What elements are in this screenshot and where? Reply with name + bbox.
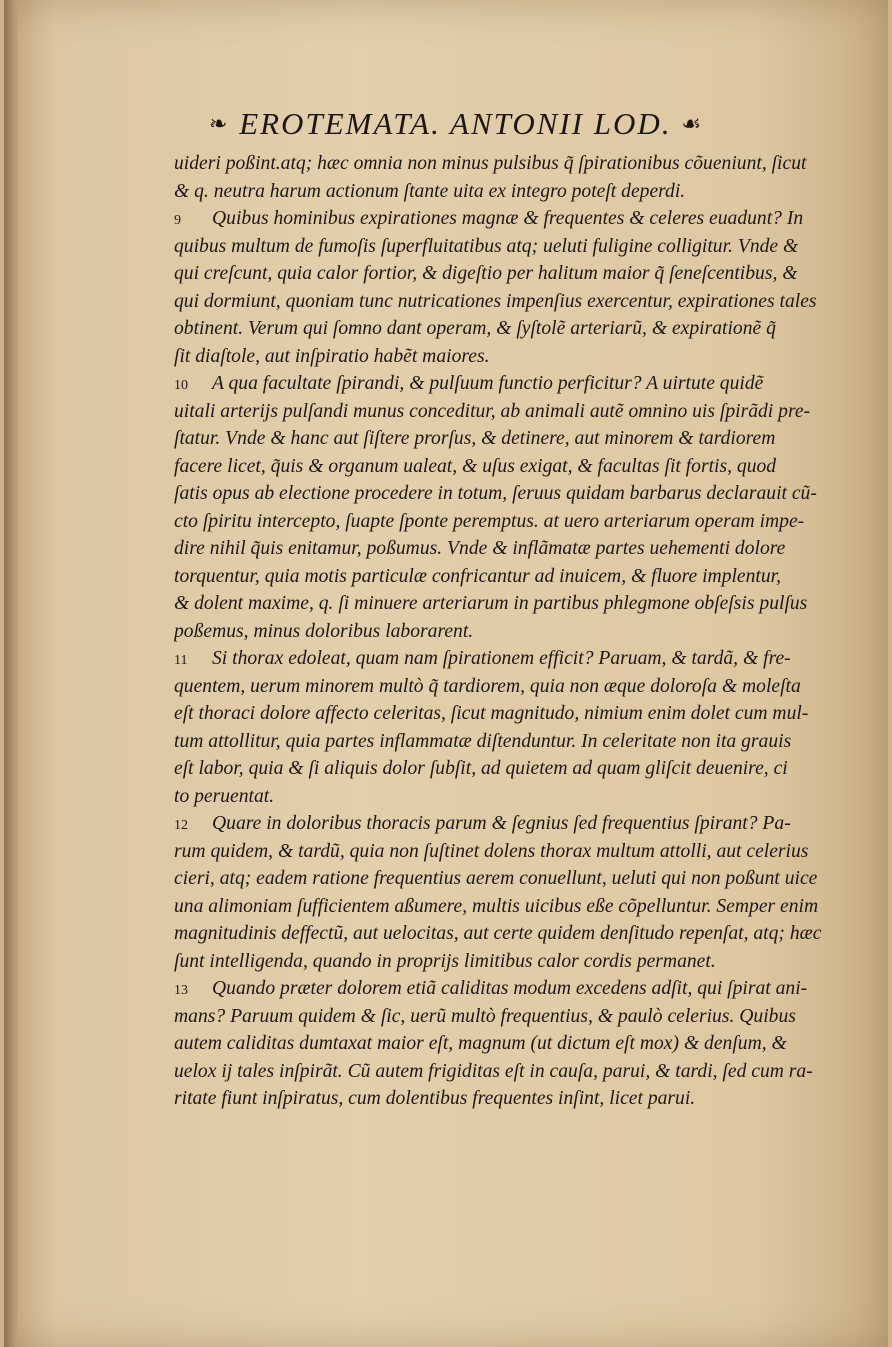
text-line [174,288,854,316]
line-text: ſit diaſtole, aut inſpiratio habẽt maiores. [174,345,490,367]
page-gutter [4,0,18,1347]
question-number: 9 [174,213,181,228]
line-text: to peruentat. [174,785,275,807]
text-line [174,728,854,756]
question-number: 12 [174,818,188,833]
text-line [174,783,854,811]
line-text: uitali arterijs pulſandi munus conceditur, ab animali autẽ omnino uis ſpirãdi pre- [174,400,811,422]
line-text: A qua facultate ſpirandi, & pulſuum functio perficitur? A uirtute quidẽ [212,373,764,394]
line-text: magnitudinis deffectũ, aut uelocitas, aut certe quidem denſitudo repenſat, atq; hæc [174,923,822,944]
question-number: 11 [174,653,188,668]
text-line [174,425,854,453]
text-line [174,893,854,921]
text-line [174,370,854,398]
text-line [174,700,854,728]
line-text: cto ſpiritu intercepto, ſuapte ſponte peremptus. at uero arteriarum operam impe- [174,510,805,532]
line-text: obtinent. Verum qui ſomno dant operam, & ſyſtolẽ arteriarũ, & expirationẽ q̃ [174,318,776,339]
line-text: Quando præter dolorem etiã caliditas modum excedens adſit, qui ſpirat ani- [212,978,808,999]
ornament-right-icon: ☙ [681,111,704,136]
line-text: autem caliditas dumtaxat maior eſt, magnum (ut dictum eſt mox) & denſum, & [174,1033,787,1054]
line-text: ſtatur. Vnde & hanc aut ſiſtere prorſus, & detinere, aut minorem & tardiorem [174,428,776,449]
ornament-left-icon: ❧ [209,111,230,136]
line-text: quibus multum de fumoſis ſuperfluitatibus atq; ueluti fuligine colligitur. Vnde & [174,235,799,257]
text-line [174,233,854,261]
line-text: ſatis opus ab electione procedere in totum, ſeruus quidam barbarus declarauit cũ- [174,483,817,504]
line-text: uelox ij tales inſpirãt. Cũ autem frigiditas eſt in cauſa, parui, & tardi, ſed cum ra- [174,1060,813,1082]
text-line [174,618,854,646]
line-text: Si thorax edoleat, quam nam ſpirationem efficit? Paruam, & tardã, & fre- [212,648,791,669]
line-text: Quare in doloribus thoracis parum & ſegnius ſed frequentius ſpirant? Pa- [212,813,791,834]
text-line [174,975,854,1003]
text-line [174,480,854,508]
text-line [174,150,854,178]
line-text: qui dormiunt, quoniam tunc nutricationes impenſius exercentur, expirationes tales [174,290,817,312]
text-line [174,260,854,288]
question-number: 13 [174,983,188,998]
line-text: facere licet, q̃uis & organum ualeat, & uſus exigat, & facultas ſit fortis, quod [174,455,777,477]
text-line [174,590,854,618]
text-line [174,315,854,343]
text-line [174,343,854,371]
line-text: ſunt intelligenda, quando in proprijs limitibus calor cordis permanet. [174,950,716,972]
text-line [174,508,854,536]
line-text: poßemus, minus doloribus laborarent. [174,620,474,642]
line-text: quentem, uerum minorem multò q̃ tardiorem, quia non æque doloroſa & moleſta [174,675,801,697]
line-text: torquentur, quia motis particulæ confricantur ad inuicem, & fluore implentur, [174,565,782,587]
text-line [174,865,854,893]
running-header [209,106,829,146]
line-text: una alimoniam ſufficientem aßumere, multis uicibus eße cõpelluntur. Semper enim [174,895,819,917]
line-text: rum quidem, & tardũ, quia non ſuſtinet dolens thorax multum attolli, aut celerius [174,840,809,862]
line-text: uideri poßint.atq; hæc omnia non minus pulsibus q̃ ſpirationibus cõueniunt, ſicut [174,153,807,174]
text-line [174,535,854,563]
line-text: qui creſcunt, quia calor fortior, & digeſtio per halitum maior q̃ ſeneſcentibus, & [174,263,798,284]
line-text: tum attollitur, quia partes inflammatæ diſtenduntur. In celeritate non ita grauis [174,730,792,752]
text-line [174,810,854,838]
line-text: eſt thoraci dolore affecto celeritas, ſicut magnitudo, nimium enim dolet cum mul- [174,703,809,724]
text-line [174,563,854,591]
text-line [174,755,854,783]
line-text: eſt labor, quia & ſi aliquis dolor ſubſit, ad quietem ad quam gliſcit deuenire, ci [174,758,788,779]
line-text: & q. neutra harum actionum ſtante uita ex integro poteſt deperdi. [174,180,686,202]
text-line [174,948,854,976]
body-text [174,150,854,1113]
text-line [174,838,854,866]
text-line [174,673,854,701]
line-text: mans? Paruum quidem & ſic, uerũ multò frequentius, & paulò celerius. Quibus [174,1005,796,1027]
line-text: cieri, atq; eadem ratione frequentius aerem conuellunt, ueluti qui non poßunt uice [174,868,818,889]
text-line [174,453,854,481]
text-line [174,920,854,948]
line-text: & dolent maxime, q. ſi minuere arteriarum in partibus phlegmone obſeſsis pulſus [174,593,808,614]
text-line [174,1030,854,1058]
text-line [174,205,854,233]
text-line [174,645,854,673]
header-title: EROTEMATA. ANTONII LOD. [239,106,672,141]
text-line [174,398,854,426]
line-text: Quibus hominibus expirationes magnæ & frequentes & celeres euadunt? In [212,208,804,229]
book-page [4,0,888,1347]
text-line [174,178,854,206]
question-number: 10 [174,378,188,393]
text-line [174,1085,854,1113]
line-text: dire nihil q̃uis enitamur, poßumus. Vnde & inflãmatæ partes uehementi dolore [174,538,786,559]
line-text: ritate fiunt inſpiratus, cum dolentibus frequentes inſint, licet parui. [174,1088,696,1109]
text-line [174,1058,854,1086]
text-line [174,1003,854,1031]
